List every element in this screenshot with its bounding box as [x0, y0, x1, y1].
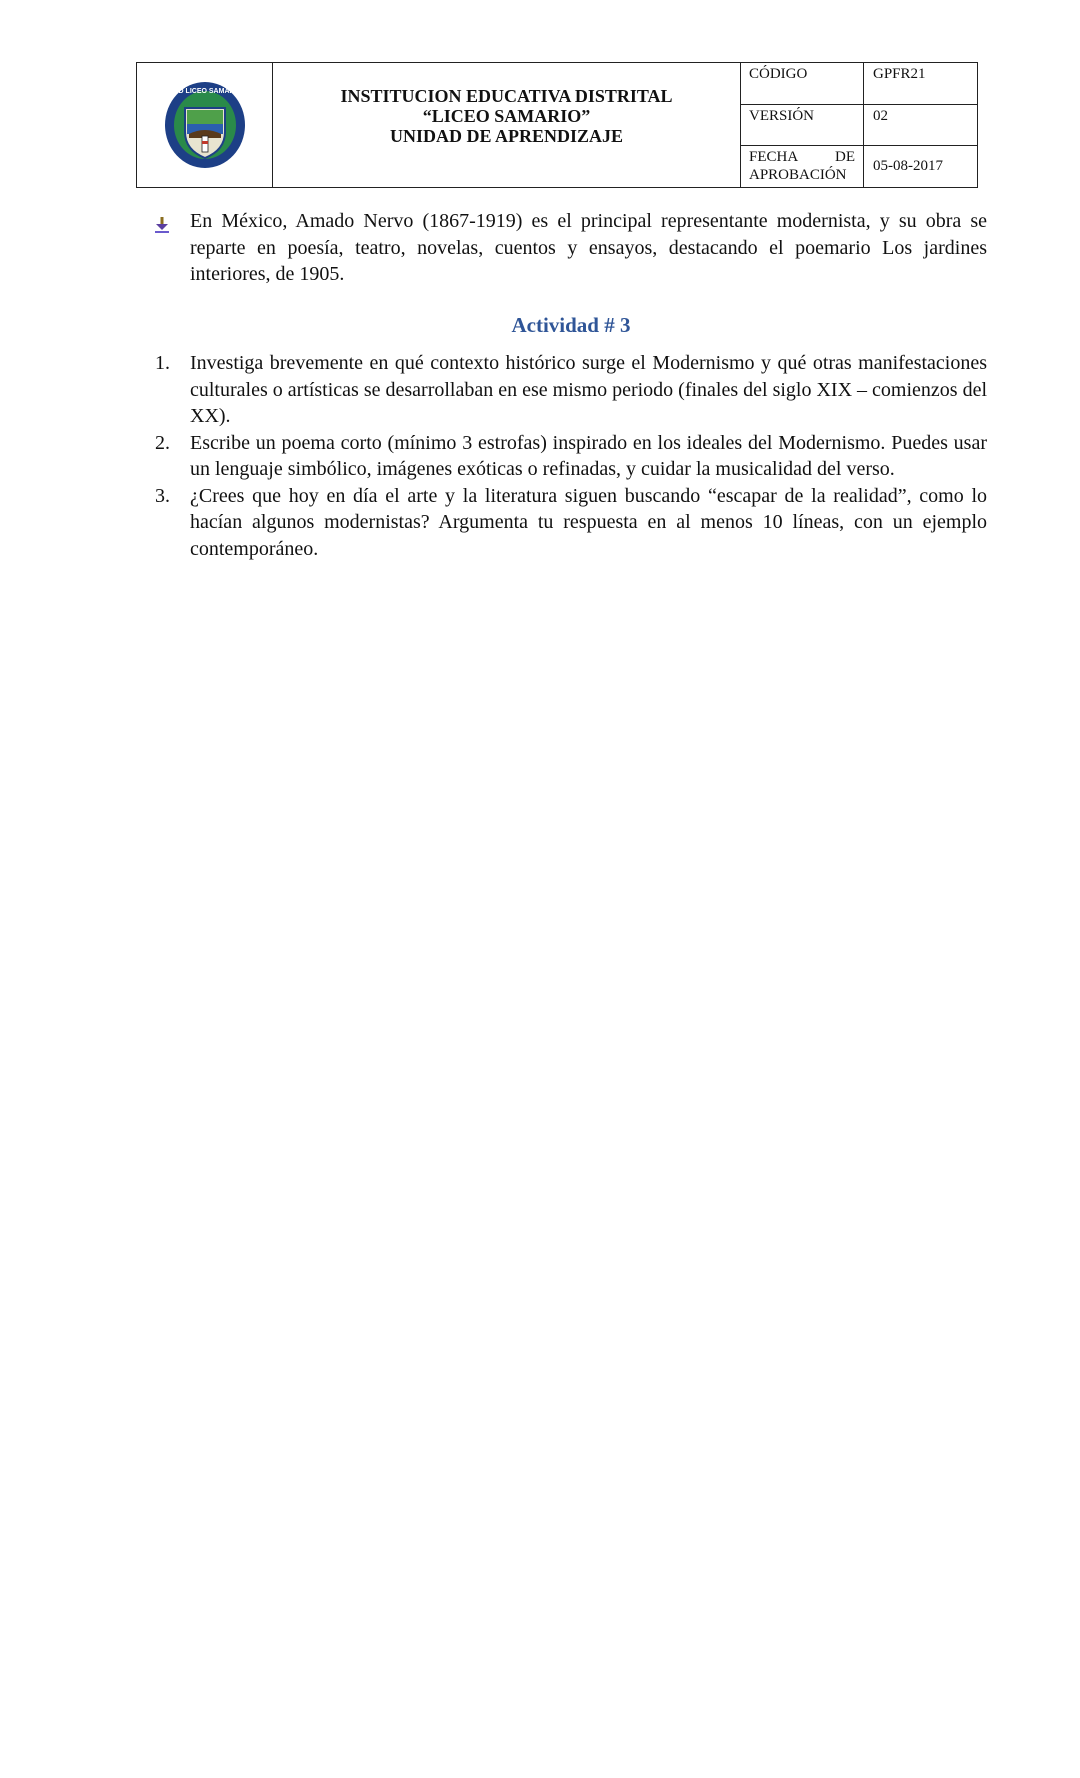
meta-key-part: DE	[835, 149, 855, 165]
meta-value: 02	[873, 107, 888, 124]
bullet-text: En México, Amado Nervo (1867-1919) es el principal representante modernista, y su obra se reparte en poesía, teatro, novelas, cuentos y ensayos, destacando el poemario Los jardines interiores, de 1905.	[190, 210, 987, 285]
meta-row-fecha	[741, 146, 977, 187]
item-text: Escribe un poema corto (mínimo 3 estrofas) inspirado en los ideales del Modernismo. Puedes usar un lenguaje simbólico, imágenes exóticas o refinadas, y cuidar la musicalidad del verso.	[190, 431, 987, 480]
title-line-1: INSTITUCION EDUCATIVA DISTRITAL	[340, 86, 673, 106]
activity-heading: Actividad # 3	[511, 312, 631, 337]
meta-value: 05-08-2017	[873, 158, 943, 174]
arrow-down-bullet-icon	[155, 208, 190, 288]
item-number: 2.	[155, 431, 170, 454]
meta-key: VERSIÓN	[741, 105, 864, 146]
activity-item	[155, 350, 987, 430]
item-text: ¿Crees que hoy en día el arte y la literatura siguen buscando “escapar de la realidad”, como lo hacían algunos modernistas? Argumenta tu respuesta en al menos 10 líneas, con un ejemplo contemporáneo.	[190, 484, 987, 560]
item-number: 3.	[155, 484, 170, 507]
svg-text:I.E.D LICEO SAMARIO: I.E.D LICEO SAMARIO	[167, 88, 242, 95]
item-text: Investiga brevemente en qué contexto histórico surge el Modernismo y qué otras manifestaciones culturales o artísticas se desarrollaban en ese mismo periodo (finales del siglo XIX – comienzos del XX).	[190, 352, 987, 427]
meta-value: GPFR21	[873, 66, 926, 82]
title-line-2: “LICEO SAMARIO”	[422, 106, 591, 126]
document-body	[155, 208, 987, 562]
activity-item	[155, 483, 987, 563]
logo-cell	[137, 63, 273, 187]
title-line-3: UNIDAD DE APRENDIZAJE	[389, 126, 624, 146]
institution-title	[273, 63, 741, 187]
activity-item	[155, 430, 987, 483]
document-metadata-table	[741, 63, 977, 187]
meta-key-part: APROBACIÓN	[749, 167, 847, 183]
meta-key	[741, 146, 864, 187]
school-crest-logo	[163, 80, 247, 170]
meta-key-part: FECHA	[749, 149, 799, 165]
document-header	[136, 62, 978, 188]
meta-row-codigo	[741, 63, 977, 105]
meta-row-version	[741, 105, 977, 147]
meta-key: CÓDIGO	[741, 63, 864, 104]
bullet-item	[155, 208, 987, 288]
item-number: 1.	[155, 352, 170, 374]
